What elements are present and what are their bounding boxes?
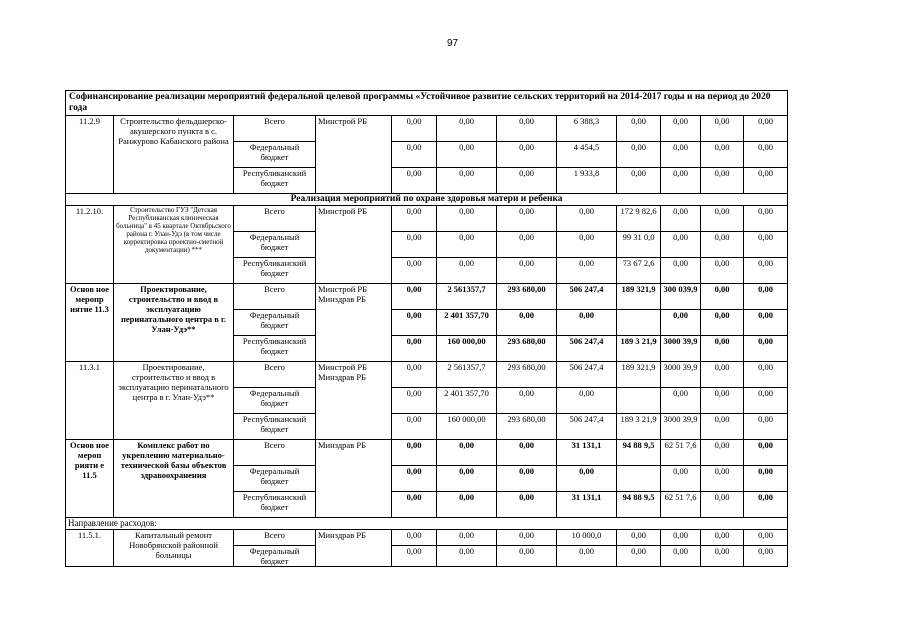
value-cell: 94 88 9,5 <box>617 492 661 518</box>
value-cell: 0,00 <box>701 466 744 492</box>
value-cell: 94 88 9,5 <box>617 440 661 466</box>
value-cell <box>617 310 661 336</box>
executor: Минстрой РБ <box>316 206 392 284</box>
value-cell: 0,00 <box>437 530 497 546</box>
value-cell: 189 321,9 <box>617 362 661 388</box>
value-cell: 0,00 <box>744 466 788 492</box>
funding-source: Всего <box>234 284 316 310</box>
value-cell: 0,00 <box>744 440 788 466</box>
value-cell: 0,00 <box>392 336 437 362</box>
value-cell: 0,00 <box>392 258 437 284</box>
value-cell: 189 3 21,9 <box>617 336 661 362</box>
value-cell: 0,00 <box>392 362 437 388</box>
value-cell: 0,00 <box>744 258 788 284</box>
value-cell: 0,00 <box>661 206 701 232</box>
value-cell: 0,00 <box>557 466 617 492</box>
value-cell: 3000 39,9 <box>661 336 701 362</box>
funding-source: Республиканский бюджет <box>234 336 316 362</box>
value-cell: 0,00 <box>392 466 437 492</box>
value-cell: 2 401 357,70 <box>437 388 497 414</box>
value-cell: 0,00 <box>392 310 437 336</box>
value-cell: 0,00 <box>497 546 557 567</box>
executor: Минстрой РБ Минздрав РБ <box>316 284 392 362</box>
value-cell: 0,00 <box>392 232 437 258</box>
value-cell: 0,00 <box>392 284 437 310</box>
direction-row <box>66 518 788 530</box>
value-cell: 0,00 <box>701 546 744 567</box>
funding-source: Республиканский бюджет <box>234 414 316 440</box>
table-row <box>66 440 788 466</box>
value-cell: 0,00 <box>617 142 661 168</box>
value-cell: 0,00 <box>744 388 788 414</box>
value-cell: 0,00 <box>437 232 497 258</box>
executor: Минздрав РБ <box>316 530 392 567</box>
value-cell: 0,00 <box>392 116 437 142</box>
value-cell: 0,00 <box>437 142 497 168</box>
value-cell: 0,00 <box>661 116 701 142</box>
table-header-row <box>66 91 788 116</box>
funding-source: Федеральный бюджет <box>234 466 316 492</box>
value-cell: 0,00 <box>437 440 497 466</box>
value-cell: 0,00 <box>557 232 617 258</box>
value-cell: 0,00 <box>617 168 661 194</box>
value-cell: 0,00 <box>744 336 788 362</box>
table-row <box>66 206 788 232</box>
value-cell: 0,00 <box>497 232 557 258</box>
value-cell: 300 039,9 <box>661 284 701 310</box>
value-cell: 0,00 <box>701 310 744 336</box>
section-title-row <box>66 194 788 206</box>
value-cell: 0,00 <box>701 388 744 414</box>
item-code: 11.3.1 <box>66 362 114 440</box>
value-cell: 99 31 0,0 <box>617 232 661 258</box>
value-cell: 0,00 <box>744 546 788 567</box>
value-cell: 1 933,8 <box>557 168 617 194</box>
value-cell: 0,00 <box>557 388 617 414</box>
value-cell: 506 247,4 <box>557 414 617 440</box>
value-cell: 0,00 <box>661 388 701 414</box>
value-cell <box>617 466 661 492</box>
funding-source: Федеральный бюджет <box>234 546 316 567</box>
value-cell: 62 51 7,6 <box>661 440 701 466</box>
item-code: 11.2.10. <box>66 206 114 284</box>
value-cell <box>617 388 661 414</box>
item-name: Строительство фельдшерско-акушерского пункта в с. Ранжурово Кабанского района <box>114 116 234 194</box>
value-cell: 189 3 21,9 <box>617 414 661 440</box>
funding-source: Федеральный бюджет <box>234 142 316 168</box>
item-code: Основ ное мероп рияти е 11.5 <box>66 440 114 518</box>
value-cell: 0,00 <box>617 116 661 142</box>
value-cell: 0,00 <box>392 388 437 414</box>
executor: Минстрой РБ <box>316 116 392 194</box>
funding-source: Всего <box>234 362 316 388</box>
item-name: Проектирование, строительство и ввод в эксплуатацию перинатального центра в г. Улан-Удэ** <box>114 362 234 440</box>
value-cell: 160 000,00 <box>437 414 497 440</box>
value-cell: 0,00 <box>701 492 744 518</box>
executor: Минстрой РБ Минздрав РБ <box>316 362 392 440</box>
value-cell: 73 67 2,6 <box>617 258 661 284</box>
value-cell: 293 680,00 <box>497 414 557 440</box>
value-cell: 0,00 <box>701 362 744 388</box>
value-cell: 506 247,4 <box>557 362 617 388</box>
value-cell: 0,00 <box>701 440 744 466</box>
value-cell: 0,00 <box>701 284 744 310</box>
funding-source: Республиканский бюджет <box>234 492 316 518</box>
value-cell: 0,00 <box>392 414 437 440</box>
value-cell: 0,00 <box>497 310 557 336</box>
value-cell: 0,00 <box>437 546 497 567</box>
page-number: 97 <box>446 38 459 49</box>
value-cell: 0,00 <box>744 206 788 232</box>
value-cell: 0,00 <box>392 440 437 466</box>
value-cell: 0,00 <box>497 492 557 518</box>
funding-source: Всего <box>234 440 316 466</box>
value-cell: 31 131,1 <box>557 492 617 518</box>
value-cell: 0,00 <box>661 232 701 258</box>
value-cell: 0,00 <box>617 546 661 567</box>
item-name: Комплекс работ по укреплению материально-технической базы объектов здравоохранения <box>114 440 234 518</box>
value-cell: 0,00 <box>661 168 701 194</box>
value-cell: 0,00 <box>661 546 701 567</box>
item-code: Основ ное меропр иятие 11.3 <box>66 284 114 362</box>
value-cell: 0,00 <box>617 530 661 546</box>
funding-source: Федеральный бюджет <box>234 232 316 258</box>
value-cell: 0,00 <box>392 546 437 567</box>
direction: Направление расходов: <box>66 518 788 530</box>
value-cell: 0,00 <box>661 310 701 336</box>
item-code: 11.5.1. <box>66 530 114 567</box>
table-row <box>66 530 788 546</box>
value-cell: 0,00 <box>392 142 437 168</box>
value-cell: 0,00 <box>557 258 617 284</box>
value-cell: 0,00 <box>661 530 701 546</box>
value-cell: 0,00 <box>701 206 744 232</box>
value-cell: 0,00 <box>701 258 744 284</box>
value-cell: 0,00 <box>701 530 744 546</box>
value-cell: 0,00 <box>744 530 788 546</box>
value-cell: 189 321,9 <box>617 284 661 310</box>
funding-source: Федеральный бюджет <box>234 388 316 414</box>
table-row <box>66 116 788 142</box>
value-cell: 0,00 <box>744 142 788 168</box>
value-cell: 0,00 <box>744 414 788 440</box>
table-row <box>66 362 788 388</box>
value-cell: 0,00 <box>557 546 617 567</box>
value-cell: 0,00 <box>661 466 701 492</box>
item-name: Строительство ГУЗ "Детская Республиканская клиническая больница" в 45 квартале Октябрьского района г. Улан-Удэ (в том числе корректировка проектно-сметной документации) *** <box>114 206 234 284</box>
value-cell: 0,00 <box>744 232 788 258</box>
value-cell: 0,00 <box>557 206 617 232</box>
item-name: Проектирование, строительство и ввод в эксплуатацию перинатального центра в г. Улан-Удэ** <box>114 284 234 362</box>
section-title: Реализация мероприятий по охране здоровья матери и ребенка <box>66 194 788 206</box>
value-cell: 0,00 <box>701 142 744 168</box>
value-cell: 0,00 <box>497 116 557 142</box>
value-cell: 0,00 <box>392 206 437 232</box>
value-cell: 0,00 <box>497 388 557 414</box>
value-cell: 293 680,00 <box>497 362 557 388</box>
value-cell: 3000 39,9 <box>661 362 701 388</box>
value-cell: 0,00 <box>701 414 744 440</box>
value-cell: 160 000,00 <box>437 336 497 362</box>
value-cell: 0,00 <box>497 142 557 168</box>
value-cell: 0,00 <box>744 284 788 310</box>
value-cell: 0,00 <box>392 492 437 518</box>
value-cell: 10 000,0 <box>557 530 617 546</box>
program-header: Софинансирование реализации мероприятий федеральной целевой программы «Устойчивое развитие сельских территорий на 2014-2017 годы и на период до 2020 года <box>66 91 788 116</box>
value-cell: 62 51 7,6 <box>661 492 701 518</box>
value-cell: 0,00 <box>701 116 744 142</box>
value-cell: 0,00 <box>744 168 788 194</box>
value-cell: 0,00 <box>437 116 497 142</box>
value-cell: 3000 39,9 <box>661 414 701 440</box>
funding-source: Всего <box>234 530 316 546</box>
value-cell: 2 401 357,70 <box>437 310 497 336</box>
value-cell: 6 388,3 <box>557 116 617 142</box>
value-cell: 0,00 <box>497 206 557 232</box>
item-code: 11.2.9 <box>66 116 114 194</box>
financing-table <box>65 90 788 567</box>
value-cell: 0,00 <box>437 206 497 232</box>
value-cell: 2 561357,7 <box>437 284 497 310</box>
value-cell: 293 680,00 <box>497 284 557 310</box>
value-cell: 0,00 <box>437 492 497 518</box>
funding-source: Республиканский бюджет <box>234 258 316 284</box>
table-row <box>66 284 788 310</box>
value-cell: 0,00 <box>661 258 701 284</box>
value-cell: 0,00 <box>744 116 788 142</box>
value-cell: 506 247,4 <box>557 336 617 362</box>
value-cell: 0,00 <box>497 168 557 194</box>
value-cell: 506 247,4 <box>557 284 617 310</box>
value-cell: 0,00 <box>437 258 497 284</box>
funding-source: Республиканский бюджет <box>234 168 316 194</box>
value-cell: 0,00 <box>661 142 701 168</box>
value-cell: 31 131,1 <box>557 440 617 466</box>
executor: Минздрав РБ <box>316 440 392 518</box>
value-cell: 2 561357,7 <box>437 362 497 388</box>
value-cell: 0,00 <box>497 440 557 466</box>
value-cell: 0,00 <box>701 336 744 362</box>
item-name: Капитальный ремонт Новобрянской районной больницы <box>114 530 234 567</box>
value-cell: 0,00 <box>701 232 744 258</box>
value-cell: 0,00 <box>437 168 497 194</box>
value-cell: 0,00 <box>392 530 437 546</box>
value-cell: 0,00 <box>557 310 617 336</box>
funding-source: Федеральный бюджет <box>234 310 316 336</box>
funding-source: Всего <box>234 116 316 142</box>
value-cell: 0,00 <box>744 492 788 518</box>
value-cell: 0,00 <box>497 258 557 284</box>
value-cell: 0,00 <box>392 168 437 194</box>
value-cell: 0,00 <box>437 466 497 492</box>
value-cell: 4 454,5 <box>557 142 617 168</box>
value-cell: 0,00 <box>701 168 744 194</box>
value-cell: 0,00 <box>497 466 557 492</box>
value-cell: 0,00 <box>744 310 788 336</box>
value-cell: 172 9 82,6 <box>617 206 661 232</box>
funding-source: Всего <box>234 206 316 232</box>
value-cell: 0,00 <box>497 530 557 546</box>
value-cell: 293 680,00 <box>497 336 557 362</box>
value-cell: 0,00 <box>744 362 788 388</box>
